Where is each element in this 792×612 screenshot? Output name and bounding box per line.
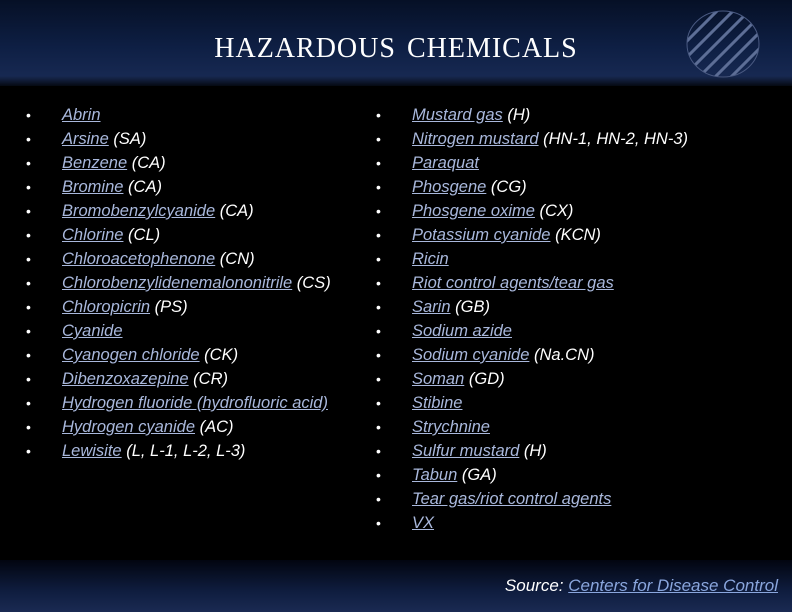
chemical-abbreviation: (CK) — [199, 346, 239, 364]
chemical-link[interactable]: Nitrogen mustard — [412, 130, 539, 148]
chemical-link[interactable]: Cyanide — [62, 322, 123, 340]
chemical-link[interactable]: Chloroacetophenone — [62, 250, 216, 268]
bullet-icon: • — [376, 443, 381, 459]
bullet-icon: • — [376, 515, 381, 531]
striped-oval-logo-icon — [680, 4, 766, 84]
chemical-list-item — [26, 202, 356, 220]
chemical-link[interactable]: Bromine — [62, 178, 124, 196]
chemical-list-item — [376, 466, 776, 484]
bullet-icon: • — [376, 323, 381, 339]
chemical-list-item — [376, 202, 776, 220]
bullet-icon: • — [376, 395, 381, 411]
bullet-icon: • — [26, 419, 31, 435]
chemical-abbreviation: (H) — [519, 442, 547, 460]
bullet-icon: • — [376, 107, 381, 123]
chemical-link[interactable]: Tear gas/riot control agents — [412, 490, 612, 508]
bullet-icon: • — [26, 179, 31, 195]
bullet-icon: • — [26, 275, 31, 291]
chemical-list-item — [376, 298, 776, 316]
chemical-abbreviation: (PS) — [150, 298, 188, 316]
chemical-list-item — [376, 274, 776, 292]
chemical-abbreviation: (L, L-1, L-2, L-3) — [121, 442, 246, 460]
title-band — [0, 0, 792, 86]
bullet-icon: • — [26, 347, 31, 363]
chemical-list-item — [26, 154, 356, 172]
bullet-icon: • — [376, 227, 381, 243]
chemical-abbreviation: (CR) — [188, 370, 228, 388]
chemical-link[interactable]: Phosgene oxime — [412, 202, 535, 220]
chemical-list-item — [26, 394, 356, 412]
chemical-list-item — [26, 274, 356, 292]
bullet-icon: • — [376, 251, 381, 267]
bullet-icon: • — [376, 131, 381, 147]
chemical-link[interactable]: Sodium cyanide — [412, 346, 530, 364]
chemical-list-item — [26, 418, 356, 436]
chemical-list-item — [26, 226, 356, 244]
source-credit — [505, 576, 778, 596]
chemical-link[interactable]: Paraquat — [412, 154, 479, 172]
chemical-link[interactable]: VX — [412, 514, 435, 532]
chemical-list-item — [376, 370, 776, 388]
chemical-link[interactable]: Hydrogen cyanide — [62, 418, 195, 436]
bullet-icon: • — [376, 371, 381, 387]
bullet-icon: • — [26, 131, 31, 147]
chemical-link[interactable]: Tabun — [412, 466, 458, 484]
chemical-list-item — [376, 178, 776, 196]
chemical-link[interactable]: Stibine — [412, 394, 463, 412]
chemical-abbreviation: (GB) — [450, 298, 490, 316]
chemical-link[interactable]: Strychnine — [412, 418, 490, 436]
left-chemical-list — [26, 106, 356, 466]
chemical-link[interactable]: Phosgene — [412, 178, 487, 196]
chemical-link[interactable]: Benzene — [62, 154, 128, 172]
bullet-icon: • — [376, 299, 381, 315]
bullet-icon: • — [26, 203, 31, 219]
chemical-list-item — [26, 130, 356, 148]
chemical-abbreviation: (GA) — [457, 466, 497, 484]
chemical-abbreviation: (CX) — [534, 202, 574, 220]
chemical-link[interactable]: Chlorine — [62, 226, 124, 244]
chemical-link[interactable]: Abrin — [62, 106, 101, 124]
chemical-abbreviation: (CL) — [123, 226, 161, 244]
chemical-abbreviation: (CA) — [215, 202, 254, 220]
chemical-link[interactable]: Soman — [412, 370, 465, 388]
chemical-list-item — [376, 130, 776, 148]
chemical-link[interactable]: Arsine — [62, 130, 109, 148]
chemical-link[interactable]: Sulfur mustard — [412, 442, 520, 460]
chemical-list-item — [376, 106, 776, 124]
chemical-link[interactable]: Ricin — [412, 250, 449, 268]
bullet-icon: • — [26, 155, 31, 171]
bullet-icon: • — [376, 491, 381, 507]
bullet-icon: • — [26, 371, 31, 387]
chemical-list-item — [376, 346, 776, 364]
bullet-icon: • — [26, 323, 31, 339]
right-chemical-list — [376, 106, 776, 538]
chemical-list-item — [376, 394, 776, 412]
bullet-icon: • — [376, 203, 381, 219]
chemical-abbreviation: (HN-1, HN-2, HN-3) — [538, 130, 688, 148]
chemical-link[interactable]: Chlorobenzylidenemalononitrile — [62, 274, 293, 292]
chemical-abbreviation: (CA) — [123, 178, 162, 196]
bullet-icon: • — [26, 107, 31, 123]
chemical-list-item — [26, 178, 356, 196]
chemical-abbreviation: (CS) — [292, 274, 331, 292]
slide-title: hazardous chemicals — [214, 21, 578, 66]
bullet-icon: • — [26, 299, 31, 315]
bullet-icon: • — [376, 347, 381, 363]
chemical-list-item — [26, 250, 356, 268]
bullet-icon: • — [376, 179, 381, 195]
chemical-list-item — [376, 226, 776, 244]
bullet-icon: • — [26, 443, 31, 459]
chemical-link[interactable]: Cyanogen chloride — [62, 346, 200, 364]
chemical-link[interactable]: Sarin — [412, 298, 451, 316]
chemical-abbreviation: (Na.CN) — [529, 346, 595, 364]
chemical-list-item — [26, 322, 356, 340]
bullet-icon: • — [376, 275, 381, 291]
chemical-list-item — [26, 346, 356, 364]
chemical-link[interactable]: Sodium azide — [412, 322, 512, 340]
chemical-link[interactable]: Dibenzoxazepine — [62, 370, 189, 388]
chemical-abbreviation: (CG) — [486, 178, 527, 196]
chemical-list-item — [376, 442, 776, 460]
source-link[interactable]: Centers for Disease Control — [568, 576, 778, 595]
chemical-list-item — [26, 442, 356, 460]
chemical-link[interactable]: Chloropicrin — [62, 298, 151, 316]
chemical-link[interactable]: Mustard gas — [412, 106, 503, 124]
chemical-link[interactable]: Lewisite — [62, 442, 122, 460]
bullet-icon: • — [376, 155, 381, 171]
chemical-link[interactable]: Riot control agents/tear gas — [412, 274, 614, 292]
chemical-link[interactable]: Bromobenzylcyanide — [62, 202, 216, 220]
source-label: Source: — [504, 576, 564, 595]
chemical-abbreviation: (CA) — [127, 154, 166, 172]
chemical-link[interactable]: Potassium cyanide — [412, 226, 551, 244]
chemical-list-item — [376, 250, 776, 268]
bullet-icon: • — [26, 395, 31, 411]
chemical-list-item — [376, 514, 776, 532]
chemical-abbreviation: (H) — [502, 106, 531, 124]
chemical-list-item — [376, 322, 776, 340]
bullet-icon: • — [26, 227, 31, 243]
chemical-abbreviation: (GD) — [464, 370, 505, 388]
bullet-icon: • — [376, 467, 381, 483]
chemical-abbreviation: (CN) — [215, 250, 255, 268]
chemical-list-item — [26, 370, 356, 388]
chemical-list-item — [26, 106, 356, 124]
chemical-link[interactable]: Hydrogen fluoride (hydrofluoric acid) — [62, 394, 328, 412]
chemical-list-item — [26, 298, 356, 316]
chemical-list-item — [376, 418, 776, 436]
chemical-abbreviation: (SA) — [108, 130, 147, 148]
chemical-list-item — [376, 490, 776, 508]
chemical-list-item — [376, 154, 776, 172]
chemical-abbreviation: (AC) — [195, 418, 234, 436]
bullet-icon: • — [376, 419, 381, 435]
chemical-abbreviation: (KCN) — [550, 226, 601, 244]
bullet-icon: • — [26, 251, 31, 267]
